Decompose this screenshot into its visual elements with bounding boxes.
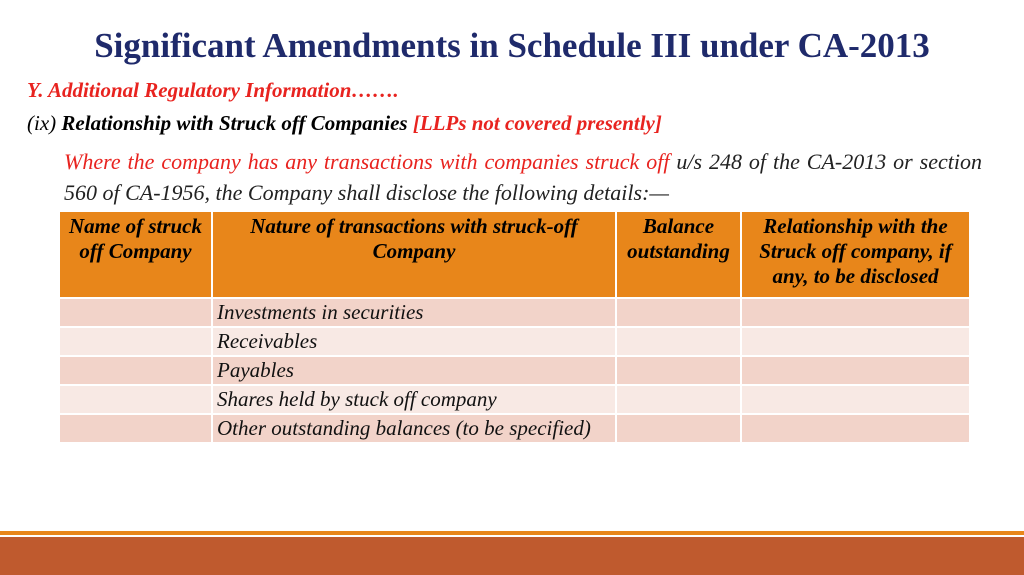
table-cell: [60, 414, 212, 442]
subsection-text: Relationship with Struck off Companies: [56, 111, 413, 135]
table-cell: [616, 414, 741, 442]
table-cell: [60, 385, 212, 414]
slide-title: Significant Amendments in Schedule III under CA-2013: [94, 26, 930, 65]
table-row: [60, 356, 969, 385]
disclosure-paragraph: [64, 146, 982, 208]
header-nature-of-transactions: Nature of transactions with struck-off Company: [212, 212, 616, 298]
table-row: [60, 414, 969, 442]
table-cell: [60, 327, 212, 356]
table-cell: [616, 356, 741, 385]
table-row: [60, 385, 969, 414]
table-cell: [60, 356, 212, 385]
table-cell: [741, 298, 969, 327]
table-row: [60, 327, 969, 356]
table-cell: [741, 327, 969, 356]
header-balance-outstanding: Balance outstanding: [616, 212, 741, 298]
table-header-row: [60, 212, 969, 298]
table-row: [60, 298, 969, 327]
table-cell: Other outstanding balances (to be specified): [212, 414, 616, 442]
footer-bar: [0, 537, 1024, 575]
table-cell: Investments in securities: [212, 298, 616, 327]
subsection-number: (ix): [27, 111, 57, 135]
subsection-note: [LLPs not covered presently]: [412, 111, 662, 135]
subsection-heading: [27, 111, 662, 136]
header-company-name: Name of struck off Company: [60, 212, 212, 298]
paragraph-rest: u/s 248 of the CA-2013 or section 560 of CA-1956, the Company shall disclose the following details:—: [64, 149, 982, 205]
table-cell: [616, 298, 741, 327]
table-cell: Shares held by stuck off company: [212, 385, 616, 414]
table-cell: [616, 385, 741, 414]
header-relationship: Relationship with the Struck off company, if any, to be disclosed: [741, 212, 969, 298]
footer-accent-line: [0, 531, 1024, 535]
section-heading: Y. Additional Regulatory Information…….: [27, 78, 399, 102]
paragraph-highlight: Where the company has any transactions with companies struck off: [64, 149, 670, 174]
disclosure-table: [60, 212, 969, 442]
table-cell: Payables: [212, 356, 616, 385]
table-cell: [741, 414, 969, 442]
table-cell: Receivables: [212, 327, 616, 356]
table-cell: [616, 327, 741, 356]
table-cell: [741, 356, 969, 385]
table-cell: [60, 298, 212, 327]
table-cell: [741, 385, 969, 414]
